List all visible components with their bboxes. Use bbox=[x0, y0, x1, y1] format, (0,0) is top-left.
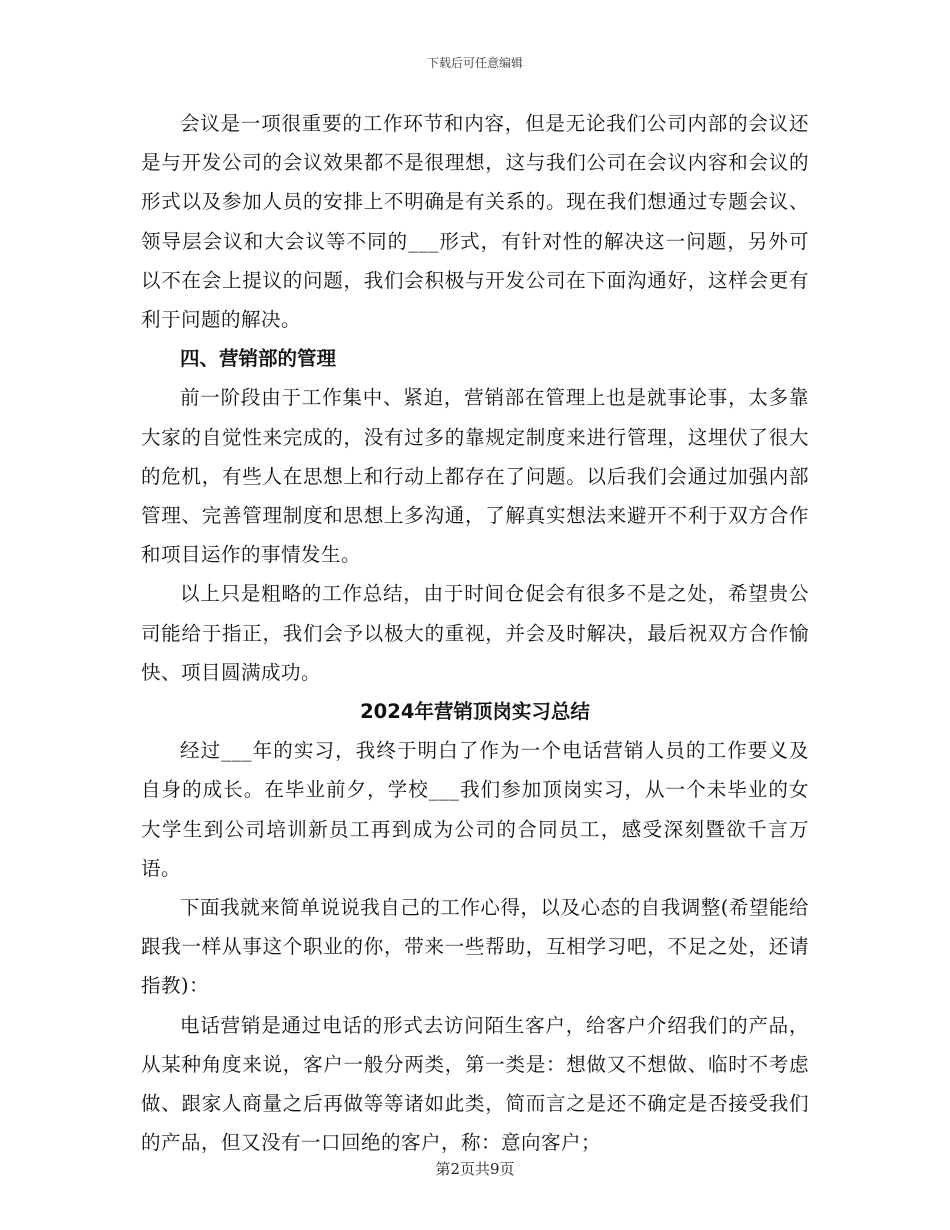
document-title-internship: 2024年营销顶岗实习总结 bbox=[360, 700, 590, 724]
paragraph-telemarketing: 电话营销是通过电话的形式去访问陌生客户，给客户介绍我们的产品，从某种角度来说，客户一般分两类，第一类是：想做又不想做、临时不考虑做、跟家人商量之后再做等等诸如此类，简而言之是还不确定是否接受我们的产品，但又没有一口回绝的客户，称：意向客户； bbox=[141, 1013, 809, 1155]
paragraph-meetings: 会议是一项很重要的工作环节和内容，但是无论我们公司内部的会议还是与开发公司的会议效果都不是很理想，这与我们公司在会议内容和会议的形式以及参加人员的安排上不明确是有关系的。现在我们想通过专题会议、领导层会议和大会议等不同的___形式，有针对性的解决这一问题，另外可以不在会上提议的问题，我们会积极与开发公司在下面沟通好，这样会更有利于问题的解决。 bbox=[141, 112, 809, 332]
document-body bbox=[141, 104, 809, 1162]
paragraph-internship-intro: 经过___年的实习，我终于明白了作为一个电话营销人员的工作要义及自身的成长。在毕业前夕，学校___我们参加顶岗实习，从一个未毕业的女大学生到公司培训新员工再到成为公司的合同员工，感受深刻暨欲千言万语。 bbox=[141, 739, 809, 880]
page-footer: 第2页共9页 bbox=[435, 1160, 515, 1178]
paragraph-conclusion: 以上只是粗略的工作总结，由于时间仓促会有很多不是之处，希望贵公司能给于指正，我们会予以极大的重视，并会及时解决，最后祝双方合作愉快、项目圆满成功。 bbox=[141, 582, 809, 684]
paragraph-management: 前一阶段由于工作集中、紧迫，营销部在管理上也是就事论事，太多靠大家的自觉性来完成的，没有过多的靠规定制度来进行管理，这埋伏了很大的危机，有些人在思想上和行动上都存在了问题。以后我们会通过加强内部管理、完善管理制度和思想上多沟通，了解真实想法来避开不利于双方合作和项目运作的事情发生。 bbox=[141, 386, 809, 567]
page-header: 下载后可任意编辑 bbox=[426, 56, 523, 70]
section-heading-management: 四、营销部的管理 bbox=[180, 347, 337, 371]
paragraph-work-insights: 下面我就来简单说说我自己的工作心得，以及心态的自我调整(希望能给跟我一样从事这个职业的你，带来一些帮助，互相学习吧，不足之处，还请指教)： bbox=[141, 896, 809, 998]
